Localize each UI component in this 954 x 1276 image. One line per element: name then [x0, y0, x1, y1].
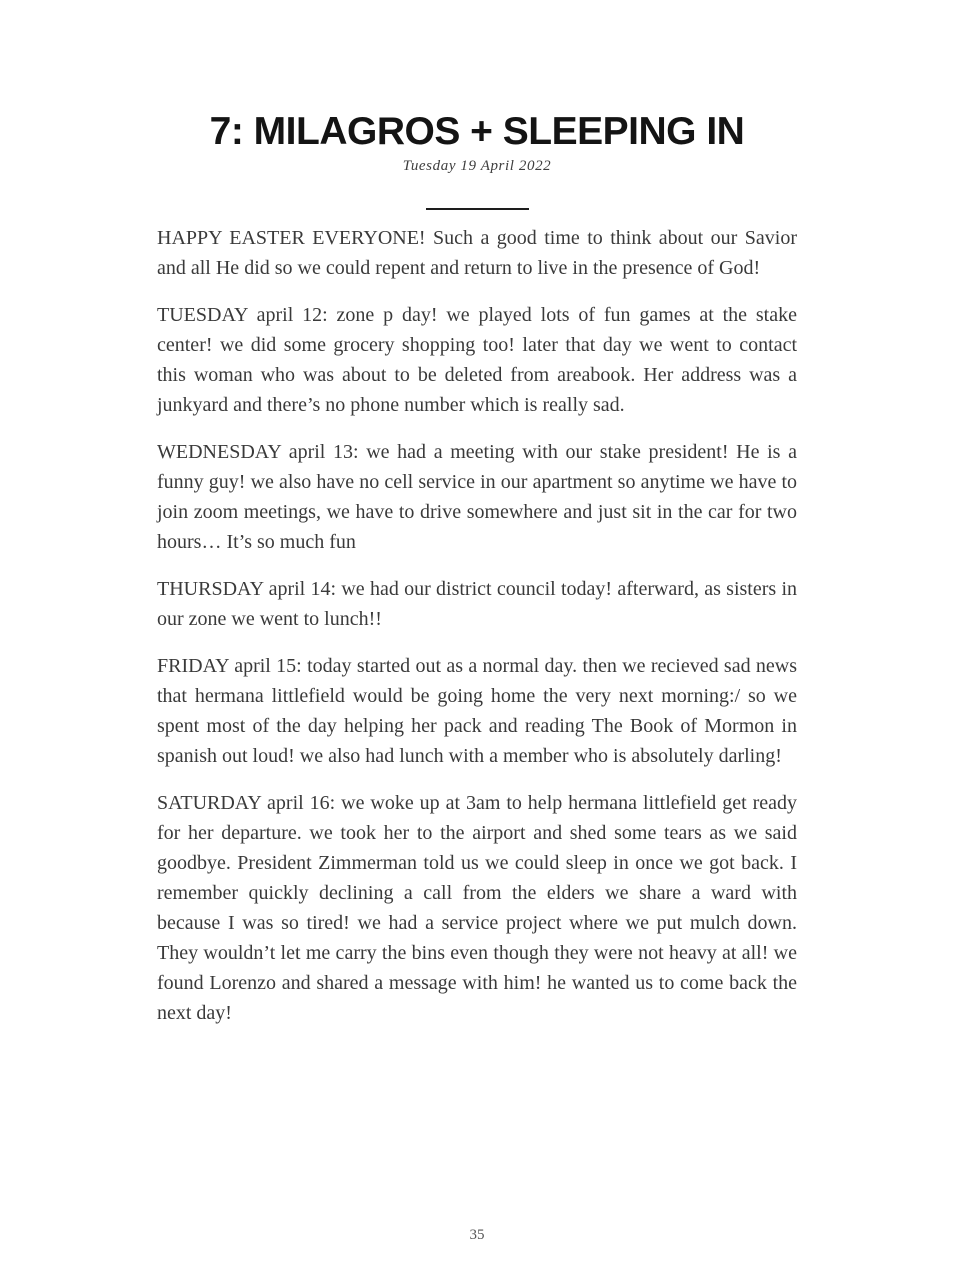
journal-paragraph-wednesday: WEDNESDAY april 13: we had a meeting with our stake president! He is a funny guy! we also have no cell service in our apartment so anytime we have to join zoom meetings, we have to drive somewhere and just sit in the car for two hours… It’s so much fun [157, 440, 797, 553]
journal-paragraph-thursday: THURSDAY april 14: we had our district council today! afterward, as sisters in our zone we went to lunch!! [157, 577, 797, 630]
page-number: 35 [469, 1227, 485, 1243]
journal-paragraph-easter: HAPPY EASTER EVERYONE! Such a good time to think about our Savior and all He did so we could repent and return to live in the presence of God! [157, 226, 797, 279]
journal-paragraph-tuesday: TUESDAY april 12: zone p day! we played lots of fun games at the stake center! we did some grocery shopping too! later that day we went to contact this woman who was about to be deleted from areabook. Her address was a junkyard and there’s no phone number which is really sad. [157, 303, 797, 416]
journal-body [157, 210, 797, 1028]
chapter-date: Tuesday 19 April 2022 [402, 157, 552, 174]
chapter-title: 7: MILAGROS + SLEEPING IN [209, 110, 745, 153]
page-footer [0, 1227, 954, 1244]
journal-paragraph-saturday: SATURDAY april 16: we woke up at 3am to help hermana littlefield get ready for her departure. we took her to the airport and shed some tears as we said goodbye. President Zimmerman told us we could sleep in once we got back. I remember quickly declining a call from the elders we share a ward with because I was so tired! we had a service project where we put mulch down. They wouldn’t let me carry the bins even though they were not heavy at all! we found Lorenzo and shared a message with him! he wanted us to come back the next day! [157, 791, 797, 1024]
chapter-header [0, 0, 954, 175]
journal-paragraph-friday: FRIDAY april 15: today started out as a normal day. then we recieved sad news that hermana littlefield would be going home the very next morning:/ so we spent most of the day helping her pack and reading The Book of Mormon in spanish out loud! we also had lunch with a member who is absolutely darling! [157, 654, 797, 767]
